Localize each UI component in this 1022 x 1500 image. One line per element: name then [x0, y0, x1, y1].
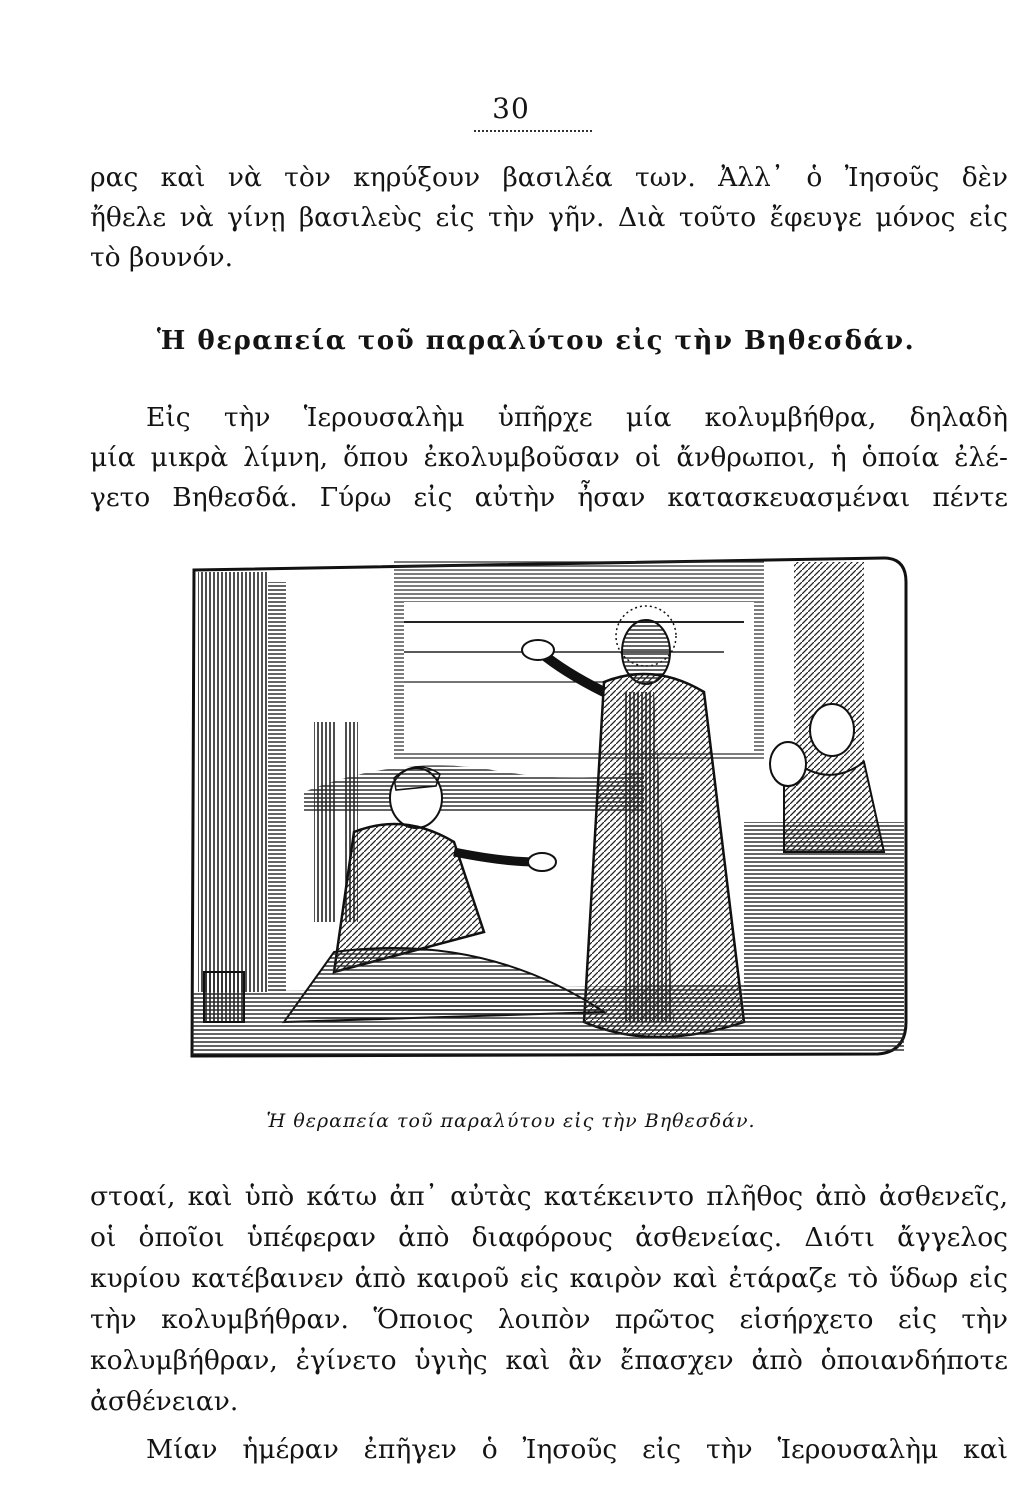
- text-line: γετο Βηθεσδά. Γύρω εἰς αὐτὴν ἦσαν κατασκευασμέναι πέντε: [90, 482, 1008, 513]
- paragraph-after: [90, 1176, 1008, 1422]
- paragraph-top: [90, 158, 1008, 278]
- engraving-figure: [184, 552, 908, 1060]
- text-line: Μίαν ἡμέραν ἐπῆγεν ὁ Ἰησοῦς εἰς τὴν Ἱερουσαλὴμ καὶ: [146, 1434, 1008, 1465]
- paragraph-last: [90, 1430, 1008, 1470]
- text-line: κολυμβήθραν, ἐγίνετο ὑγιὴς καὶ ἂν ἔπασχεν ἀπὸ ὁποιανδήποτε: [90, 1345, 1008, 1376]
- section-heading: Ἡ θεραπεία τοῦ παραλύτου εἰς τὴν Βηθεσδάν.: [156, 326, 916, 356]
- paragraph-intro: [90, 398, 1008, 518]
- healing-engraving-illustration: [184, 552, 908, 1060]
- text-line: στοαί, καὶ ὑπὸ κάτω ἀπ᾽ αὐτὰς κατέκειντο πλῆθος ἀπὸ ἀσθενεῖς,: [90, 1181, 1008, 1212]
- page-number-rule: [474, 130, 592, 132]
- text-line: τὸ βουνόν.: [90, 242, 234, 273]
- text-line: ἀσθένειαν.: [90, 1386, 239, 1417]
- page-number: 30: [492, 92, 530, 125]
- text-line: ρας καὶ νὰ τὸν κηρύξουν βασιλέα των. Ἀλλ᾽ ὁ Ἰησοῦς δὲν: [90, 162, 1008, 193]
- text-line: οἱ ὁποῖοι ὑπέφεραν ἀπὸ διαφόρους ἀσθενείας. Διότι ἄγγελος: [90, 1222, 1008, 1253]
- text-line: κυρίου κατέβαινεν ἀπὸ καιροῦ εἰς καιρὸν καὶ ἐτάραζε τὸ ὕδωρ εἰς: [90, 1263, 1008, 1294]
- text-line: τὴν κολυμβήθραν. Ὅποιος λοιπὸν πρῶτος εἰσήρχετο εἰς τὴν: [90, 1304, 1008, 1335]
- text-line: Εἰς τὴν Ἱερουσαλὴμ ὑπῆρχε μία κολυμβήθρα, δηλαδὴ: [146, 402, 1008, 433]
- text-line: ἤθελε νὰ γίνῃ βασιλεὺς εἰς τὴν γῆν. Διὰ τοῦτο ἔφευγε μόνος εἰς: [90, 202, 1008, 233]
- text-line: μία μικρὰ λίμνη, ὅπου ἐκολυμβοῦσαν οἱ ἄνθρωποι, ἡ ὁποία ἐλέ-: [90, 442, 1008, 473]
- figure-caption: Ἡ θεραπεία τοῦ παραλύτου εἰς τὴν Βηθεσδάν.: [266, 1110, 756, 1132]
